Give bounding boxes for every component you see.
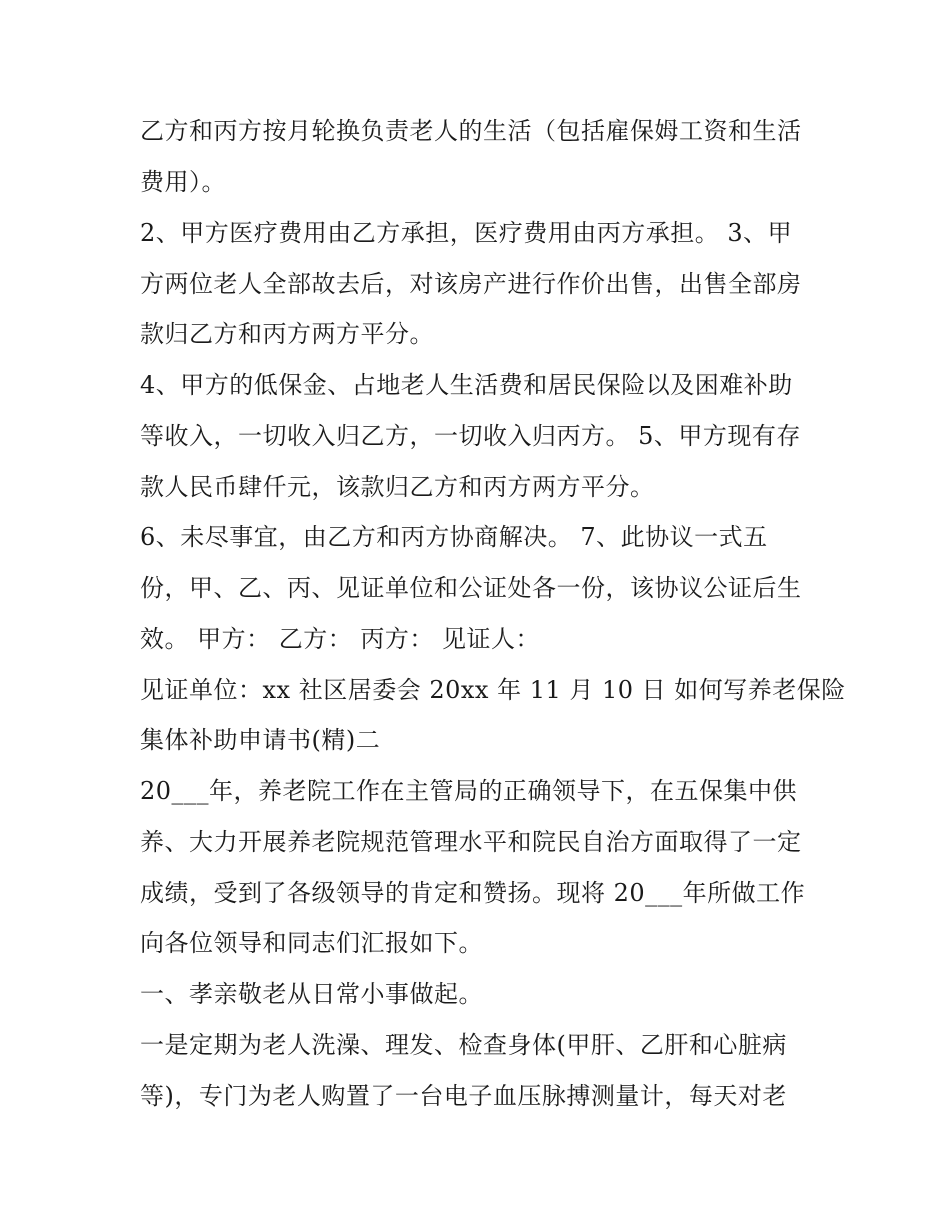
text-line: 集体补助申请书(精)二: [140, 726, 381, 754]
text-line: 款归乙方和丙方两方平分。: [140, 320, 434, 348]
text-line: 20___年，养老院工作在主管局的正确领导下，在五保集中供: [140, 777, 798, 805]
text-line: 6、未尽事宜，由乙方和丙方协商解决。 7、此协议一式五: [140, 523, 768, 551]
text-line: 见证单位：xx 社区居委会 20xx 年 11 月 10 日 如何写养老保险: [140, 676, 846, 704]
text-line: 份，甲、乙、丙、见证单位和公证处各一份，该协议公证后生: [140, 574, 802, 602]
text-line: 成绩，受到了各级领导的肯定和赞扬。现将 20___年所做工作: [140, 879, 806, 907]
text-line: 费用）。: [140, 168, 226, 196]
text-line: 等)，专门为老人购置了一台电子血压脉搏测量计，每天对老: [140, 1082, 787, 1110]
text-line: 款人民币肆仟元，该款归乙方和丙方两方平分。: [140, 473, 655, 501]
text-line: 效。 甲方： 乙方： 丙方： 见证人：: [140, 625, 541, 653]
text-line: 乙方和丙方按月轮换负责老人的生活（包括雇保姆工资和生活: [140, 117, 802, 145]
text-line: 4、甲方的低保金、占地老人生活费和居民保险以及困难补助: [140, 371, 793, 399]
text-line: 一、孝亲敬老从日常小事做起。: [140, 980, 483, 1008]
text-line: 向各位领导和同志们汇报如下。: [140, 929, 483, 957]
text-line: 方两位老人全部故去后，对该房产进行作价出售，出售全部房: [140, 270, 802, 298]
text-line: 等收入，一切收入归乙方，一切收入归丙方。 5、甲方现有存: [140, 422, 801, 450]
text-line: 一是定期为老人洗澡、理发、检查身体(甲肝、乙肝和心脏病: [140, 1031, 787, 1059]
text-line: 养、大力开展养老院规范管理水平和院民自治方面取得了一定: [140, 828, 802, 856]
text-line: 2、甲方医疗费用由乙方承担，医疗费用由丙方承担。 3、甲: [140, 219, 793, 247]
